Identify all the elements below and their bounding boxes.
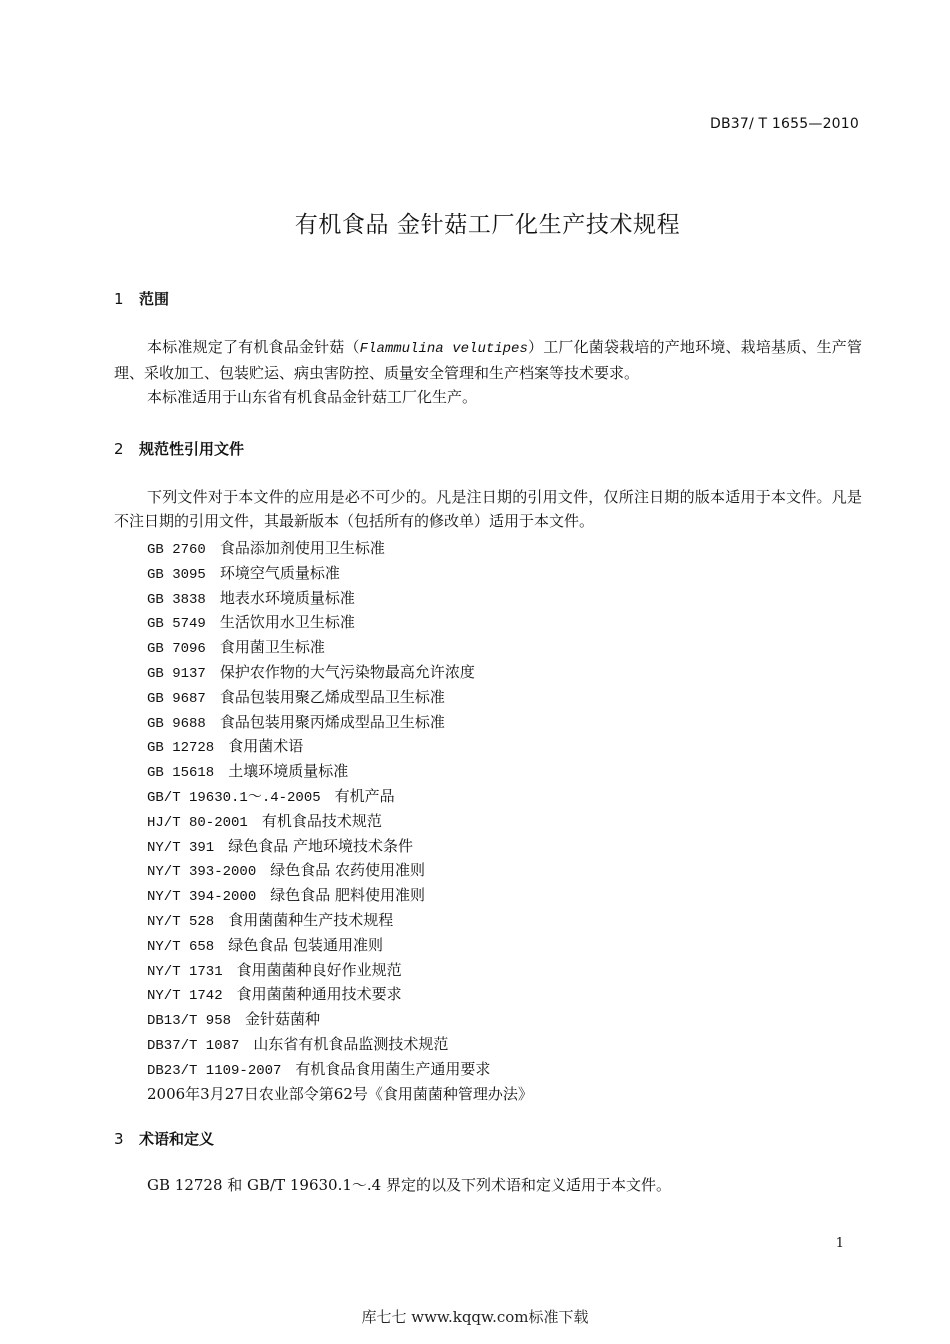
reference-code: GB 5749 — [147, 616, 206, 633]
reference-code: NY/T 528 — [147, 913, 215, 930]
section-2-heading — [114, 438, 244, 459]
reference-item — [147, 536, 533, 561]
section-title: 规范性引用文件 — [139, 440, 245, 458]
reference-code: GB 3838 — [147, 591, 206, 608]
reference-title: 绿色食品 产地环境技术条件 — [228, 836, 413, 855]
scope-paragraph-2: 本标准适用于山东省有机食品金针菇工厂化生产。 — [147, 388, 478, 406]
reference-title: 有机食品食用菌生产通用要求 — [295, 1059, 491, 1078]
reference-title: 生活饮用水卫生标准 — [219, 613, 355, 632]
reference-item — [147, 610, 533, 635]
reference-item — [147, 685, 533, 710]
reference-code: GB 2760 — [147, 542, 206, 558]
reference-code: NY/T 658 — [147, 938, 215, 955]
reference-code: DB13/T 958 — [147, 1013, 232, 1030]
reference-title: 绿色食品 农药使用准则 — [270, 861, 425, 880]
reference-title: 山东省有机食品监测技术规范 — [253, 1034, 449, 1053]
reference-title: 环境空气质量标准 — [219, 563, 340, 582]
references-intro: 下列文件对于本文件的应用是必不可少的。凡是注日期的引用文件，仅所注日期的版本适用于本文件。凡是不注日期的引用文件，其最新版本（包括所有的修改单）适用于本文件。 — [114, 488, 862, 530]
reference-title: 有机产品 — [334, 786, 395, 805]
reference-item-regulation: 2006年3月27日农业部令第62号《食用菌菌种管理办法》 — [147, 1084, 533, 1103]
reference-item — [147, 784, 533, 809]
reference-title: 金针菇菌种 — [245, 1010, 321, 1029]
reference-item — [147, 883, 533, 908]
reference-code: GB 9687 — [147, 690, 206, 707]
reference-title: 食用菌菌种良好作业规范 — [236, 960, 402, 979]
reference-item — [147, 759, 533, 784]
reference-code: GB 15618 — [147, 765, 215, 782]
reference-item — [147, 734, 533, 759]
scope-text-before: 本标准规定了有机食品金针菇（ — [147, 338, 360, 356]
scope-text-after: ）工厂化菌袋栽培的产地环境、栽培基质、生产管理、采收加工、包装贮运、病虫害防控、质量安全管理和生产档案等技术要求。 — [114, 338, 862, 382]
reference-item — [147, 561, 533, 586]
section-number: 2 — [114, 440, 124, 458]
reference-item — [147, 1032, 533, 1057]
document-title: 有机食品 金针菇工厂化生产技术规程 — [294, 212, 681, 238]
reference-item — [147, 958, 533, 983]
section-title: 术语和定义 — [139, 1130, 215, 1148]
footer-watermark-text: 库七七 www.kqqw.com标准下载 — [361, 1308, 589, 1326]
section-3-heading — [114, 1128, 214, 1149]
reference-item — [147, 834, 533, 859]
reference-code: DB23/T 1109-2007 — [147, 1062, 282, 1079]
reference-item — [147, 1057, 533, 1082]
reference-code: NY/T 393-2000 — [147, 864, 257, 881]
section-number: 3 — [114, 1130, 124, 1148]
reference-code: GB 9137 — [147, 665, 206, 682]
scope-paragraph-1 — [114, 335, 862, 385]
reference-item — [147, 710, 533, 735]
reference-title: 食用菌卫生标准 — [219, 638, 325, 657]
section-title: 范围 — [139, 290, 170, 308]
reference-title: 食用菌菌种通用技术要求 — [236, 985, 402, 1004]
reference-code: GB 9688 — [147, 715, 206, 732]
reference-item — [147, 809, 533, 834]
reference-code: NY/T 394-2000 — [147, 889, 257, 906]
reference-title: 食品添加剂使用卫生标准 — [219, 539, 385, 557]
reference-code: NY/T 1731 — [147, 963, 223, 980]
reference-code: GB 3095 — [147, 566, 206, 583]
reference-title: 绿色食品 包装通用准则 — [228, 935, 383, 954]
reference-item — [147, 635, 533, 660]
reference-item — [147, 586, 533, 611]
reference-item — [147, 933, 533, 958]
reference-title: 土壤环境质量标准 — [228, 762, 349, 781]
reference-code: DB37/T 1087 — [147, 1037, 240, 1054]
reference-title: 地表水环境质量标准 — [219, 588, 355, 607]
reference-title: 食用菌菌种生产技术规程 — [228, 910, 394, 929]
page-number: 1 — [835, 1236, 844, 1251]
reference-item — [147, 908, 533, 933]
reference-code: GB/T 19630.1～.4-2005 — [147, 789, 321, 806]
reference-title: 保护农作物的大气污染物最高允许浓度 — [219, 662, 475, 681]
reference-item — [147, 982, 533, 1007]
reference-title: 食品包装用聚乙烯成型品卫生标准 — [219, 687, 445, 706]
reference-item — [147, 660, 533, 685]
terms-paragraph: GB 12728 和 GB/T 19630.1～.4 界定的以及下列术语和定义适用于本文件。 — [147, 1176, 671, 1194]
reference-title: 绿色食品 肥料使用准则 — [270, 886, 425, 905]
reference-code: GB 12728 — [147, 740, 215, 757]
section-1-heading — [114, 288, 169, 309]
reference-code: HJ/T 80-2001 — [147, 814, 248, 831]
reference-item — [147, 858, 533, 883]
reference-title: 有机食品技术规范 — [261, 811, 382, 830]
reference-title: 食品包装用聚丙烯成型品卫生标准 — [219, 712, 445, 731]
reference-code: NY/T 1742 — [147, 988, 223, 1005]
reference-list — [147, 536, 533, 1106]
reference-title: 食用菌术语 — [228, 737, 304, 756]
document-code: DB37/ T 1655—2010 — [709, 116, 859, 132]
reference-item — [147, 1007, 533, 1032]
section-number: 1 — [114, 290, 124, 308]
reference-code: GB 7096 — [147, 641, 206, 658]
scope-latin-name: Flammulina velutipes — [359, 341, 528, 357]
reference-code: NY/T 391 — [147, 839, 215, 856]
